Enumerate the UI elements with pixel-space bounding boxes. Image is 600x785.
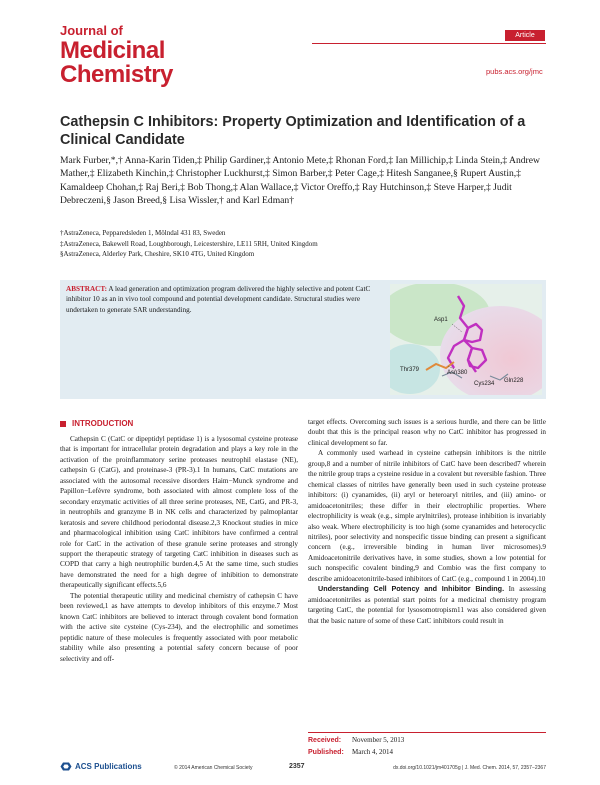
acs-hexagon-icon xyxy=(60,762,72,771)
paragraph: target effects. Overcoming such issues is a serious hurdle, and there can be little doubt that this is the principal reason why no CatC inhibitor has progressed in clinical development so far. xyxy=(308,418,546,447)
section-heading-text: INTRODUCTION xyxy=(72,419,134,428)
paragraph-text: In assessing amidoacetonitriles as potential start points for a medicinal chemistry program targeting CatC, the potential for lysosomotropism11 was also considered given that the basic nature of some of these CatC inhibitors could result in xyxy=(308,585,546,625)
journal-logo-line1: Journal of xyxy=(60,23,123,38)
right-column xyxy=(308,417,546,626)
graphic-label-gln228: Gln228 xyxy=(504,378,524,384)
run-in-heading: Understanding Cell Potency and Inhibitor Binding. xyxy=(318,584,505,594)
published-date: March 4, 2014 xyxy=(352,747,394,756)
header-rule xyxy=(312,43,546,44)
published-label: Published: xyxy=(308,748,344,756)
section-square-icon xyxy=(60,421,66,427)
received-row xyxy=(308,735,546,747)
acs-publications-logo[interactable] xyxy=(60,762,142,771)
section-heading-introduction xyxy=(60,419,133,428)
journal-logo-line2: Medicinal xyxy=(60,37,165,64)
publication-dates xyxy=(308,732,546,758)
article-type-badge: Article xyxy=(505,30,545,41)
affiliation-3: §AstraZeneca, Alderley Park, Cheshire, SK10 4TG, United Kingdom xyxy=(60,250,255,259)
graphic-label-thr379: Thr379 xyxy=(400,367,420,373)
doi-link[interactable]: dx.doi.org/10.1021/jm401705g | J. Med. Chem. 2014, 57, 2357−2367 xyxy=(393,765,546,771)
page-footer xyxy=(60,762,546,774)
paragraph: The potential therapeutic utility and medicinal chemistry of cathepsin C have been reviewed,1 as have attempts to develop inhibitors of this enzyme.7 Most known CatC inhibitors are believed to interact through covalent bond formation with the active site cysteine (Cys-234), and the electrophilic and sometimes peptidic nature of these molecules is frequently associated with poor metabolic stability while also presenting a potential safety concern because of poor selectivity and off- xyxy=(60,591,298,663)
copyright: © 2014 American Chemical Society xyxy=(174,765,253,771)
left-column xyxy=(60,434,298,664)
abstract-body: A lead generation and optimization program delivered the highly selective and potent CatC inhibitor 10 as an in vivo tool compound and potential development candidate. Structural studies were undertaken to generate SAR understanding. xyxy=(66,285,371,314)
abstract-label: ABSTRACT: xyxy=(66,285,108,293)
journal-logo xyxy=(60,24,173,87)
affiliation-2: ‡AstraZeneca, Bakewell Road, Loughborough, Leicestershire, LE11 5RH, United Kingdom xyxy=(60,239,318,248)
published-row xyxy=(308,747,546,759)
received-date: November 5, 2013 xyxy=(352,736,405,744)
graphic-label-cys234: Cys234 xyxy=(474,381,495,387)
author-list: Mark Furber,*,† Anna-Karin Tiden,‡ Philip Gardiner,‡ Antonio Mete,‡ Rhonan Ford,‡ Ian Millichip,‡ Linda Stein,‡ Andrew Mather,‡ Elizabeth Kinchin,‡ Christopher Luckhurst,‡ Simon Barber,‡ Peter Cage,‡ Hitesh Sanganee,§ Rupert Austin,‡ Kamaldeep Chohan,‡ Raj Beri,‡ Bob Thong,‡ Alan Wallace,‡ Victor Oreffo,‡ Ray Hutchinson,‡ Steve Harper,‡ Judit Debreczeni,§ Jason Breed,§ Lisa Wissler,† and Karl Edman† xyxy=(60,155,540,206)
graphic-label-asp1: Asp1 xyxy=(434,317,448,323)
abstract xyxy=(66,284,382,315)
received-label: Received: xyxy=(308,737,342,744)
paragraph: Cathepsin C (CatC or dipeptidyl peptidase 1) is a lysosomal cysteine protease that is important for intracellular protein degradation and plays a key role in the activation of the proinflammatory serine proteases neutrophil elastase (NE), cathepsin G (CatG), and proteinase-3 (PR-3).1 In humans, CatC mutations are associated with the autosomal recessive disorders Haim−Munck syndrome and Papillon−Lefèvre syndrome, both associated with almost complete loss of the secondary enzymatic activities of all three serine proteases, NE, CatG, and PR-3, in neutrophils and granzyme B in NK cells and characterized by palmoplantar keratosis and severe childhood periodontal disease.2,3 Knockout studies in mice and pharmacological inhibition using CatC inhibitors have confirmed a central role for CatC in the activation of these granule serine proteases and strongly support the therapeutic strategy of targeting CatC inhibition in diseases such as COPD that carry a high neutrophilic burden.4,5 At the same time, such studies have demonstrated the need for a high degree of inhibition to demonstrate therapeutically significant effects.5,6 xyxy=(60,435,298,590)
journal-logo-line3: Chemistry xyxy=(60,61,173,88)
paragraph: A commonly used warhead in cysteine cathepsin inhibitors is the nitrile group,8 and a number of nitrile inhibitors of CatC have been described7 wherein the nitrile group traps a cysteine residue in a covalent but reversible fashion. Three chemical classes of nitriles have generally been used in such cysteine protease inhibitors: (i) cyanamides, (ii) aryl or heteroaryl nitriles, and (iii) amino- or amidoacetonitriles; these differ in their electrophilic properties. Where electrophilicity is weak (e.g., simple arylnitriles), protease inhibition is invariably also weak. Where electrophilicity is too high (some cyanamides and heterocyclic nitriles), poor selectivity and nonspecific tissue binding can present a significant concern (e.g., irreversible binding in human liver microsomes).9 Amidoacetonitrile derivatives have, in some studies, shown a low potential for such nonspecific covalent binding,9 and Combio was the first company to describe amidoacetonitrile-based inhibitors of CatC (e.g., compound 1 in 2004).10 xyxy=(308,449,546,583)
paragraph xyxy=(308,584,546,626)
journal-url-link[interactable]: pubs.acs.org/jmc xyxy=(486,67,543,76)
publisher-name: ACS Publications xyxy=(75,762,142,771)
affiliation-1: †AstraZeneca, Pepparedsleden 1, Mölndal 431 83, Sweden xyxy=(60,229,226,237)
page-number: 2357 xyxy=(289,763,305,770)
toc-graphic-binding-site xyxy=(390,284,542,395)
graphic-label-asn380: Asn380 xyxy=(447,370,468,376)
affiliations xyxy=(60,228,546,260)
article-title: Cathepsin C Inhibitors: Property Optimization and Identification of a Clinical Candidate xyxy=(60,114,526,148)
